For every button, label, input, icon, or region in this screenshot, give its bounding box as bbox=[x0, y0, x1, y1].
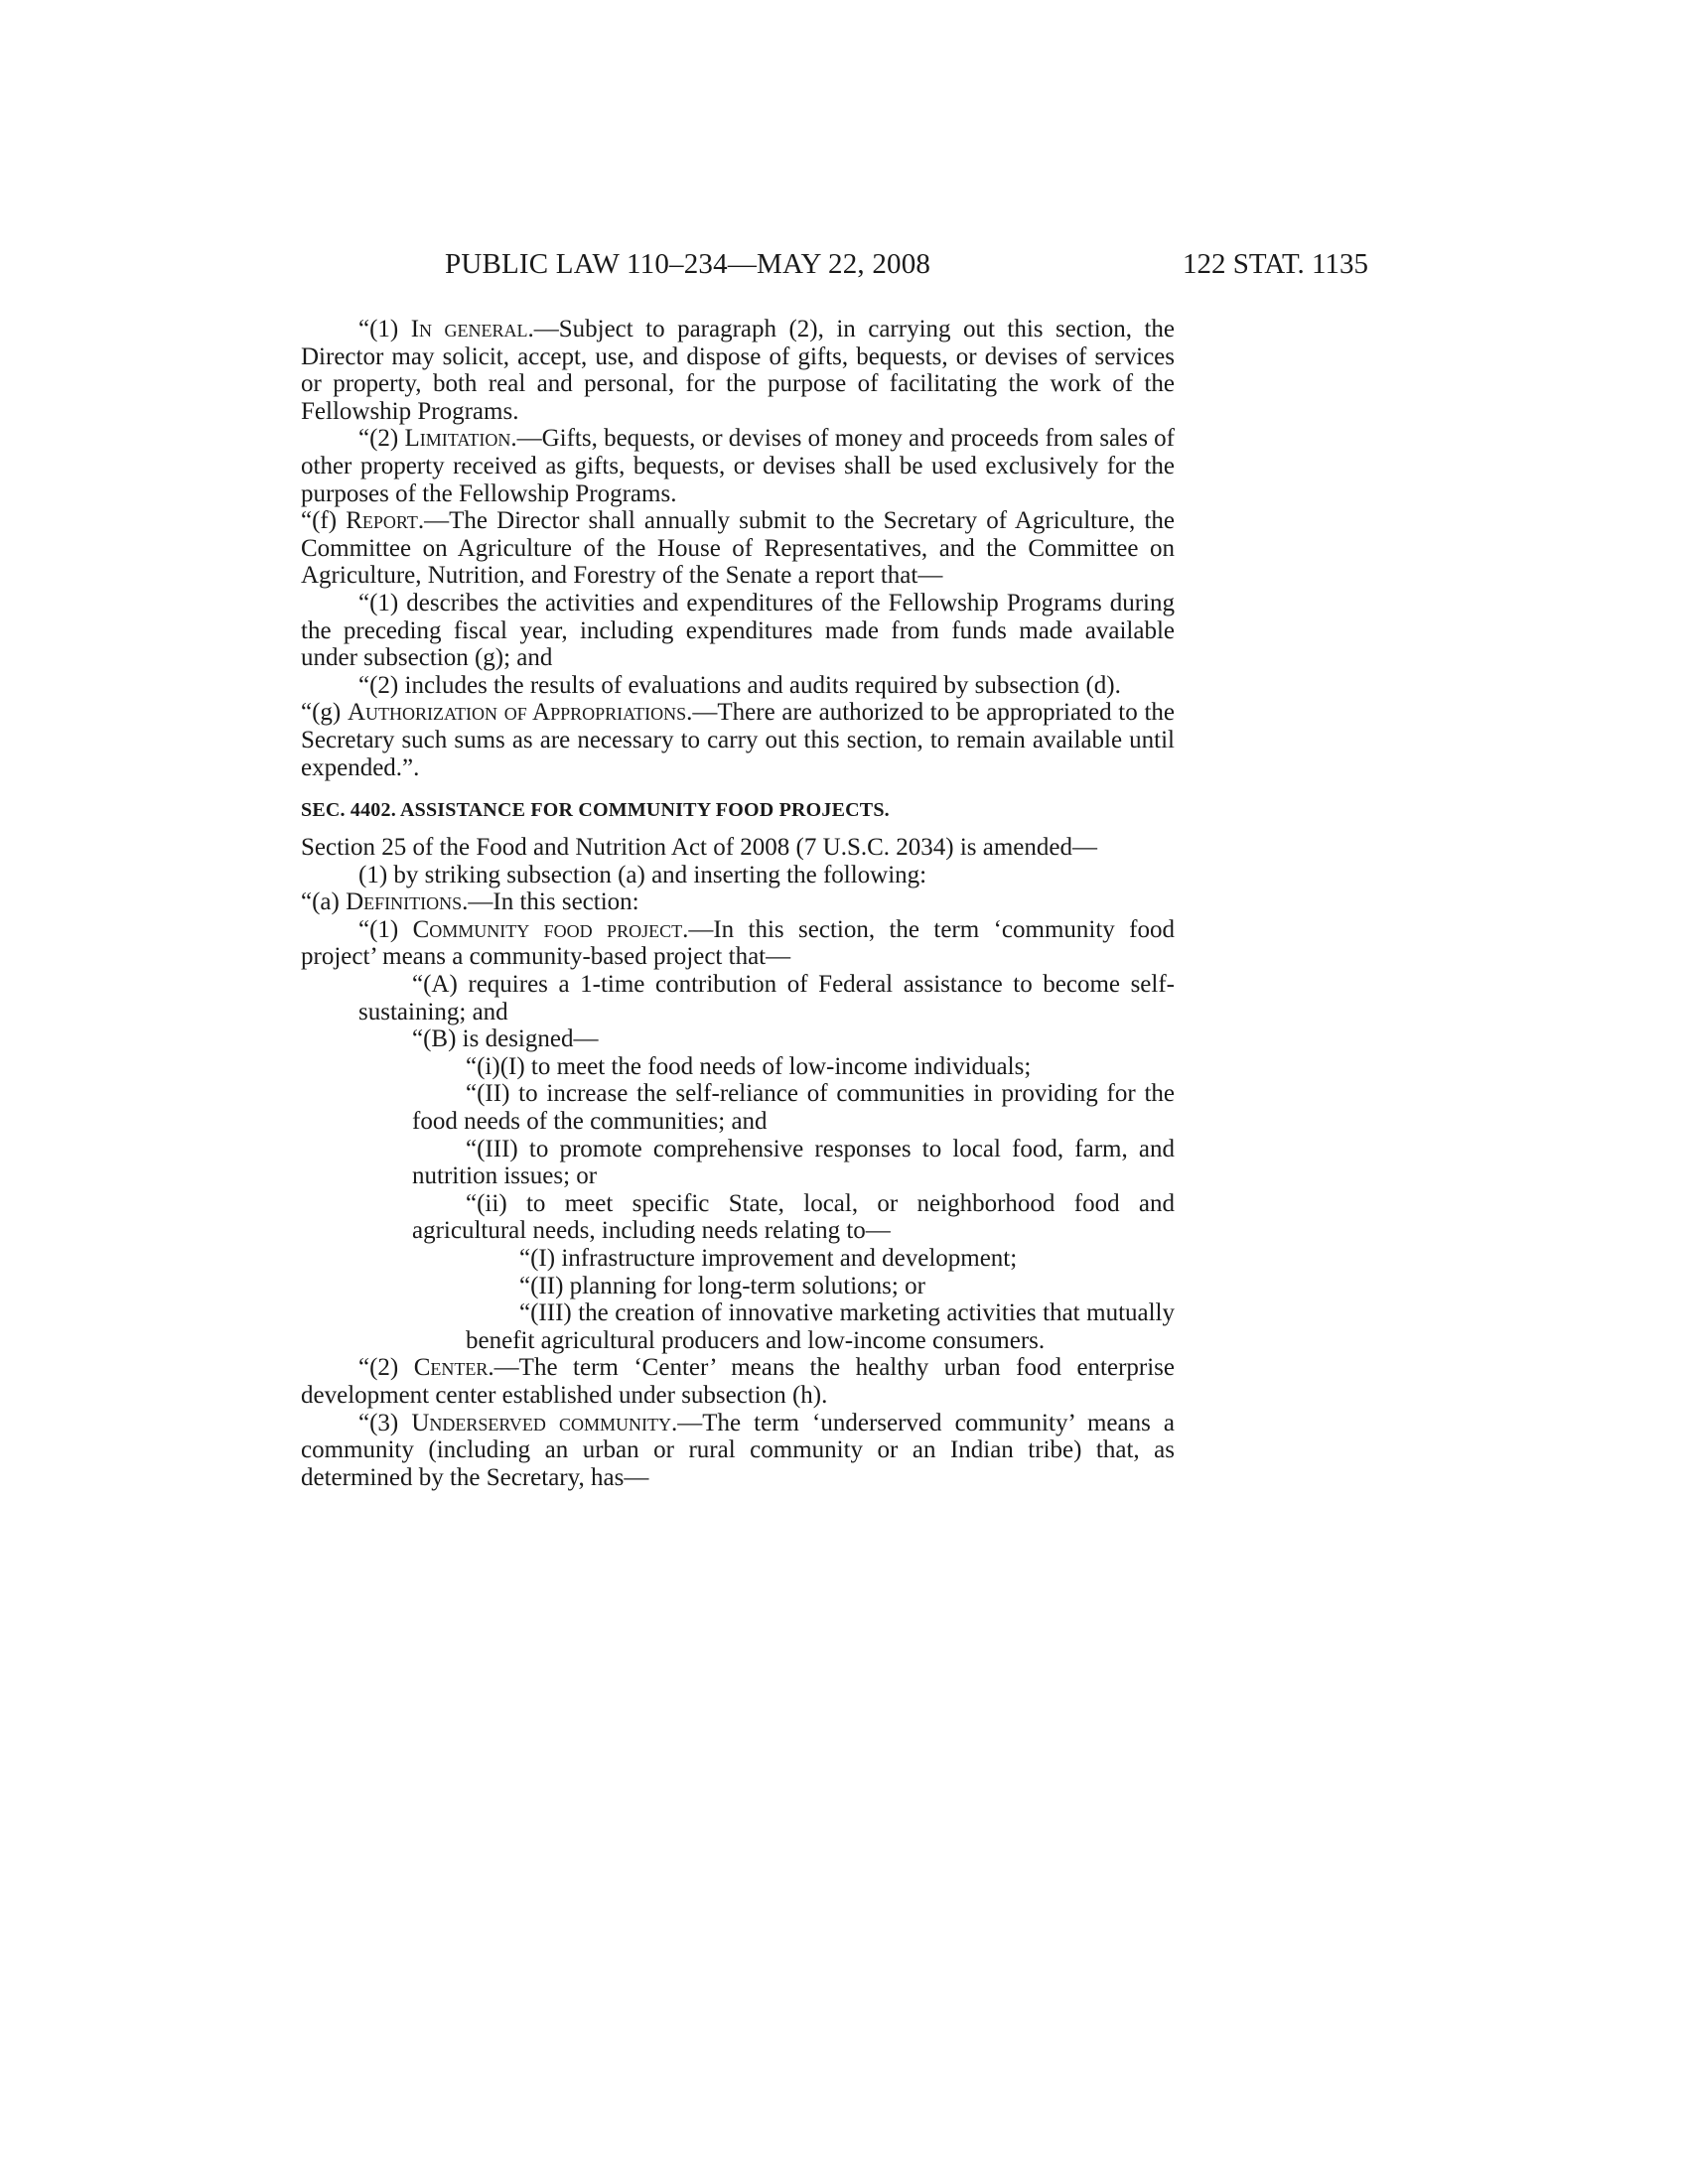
section-4402-body bbox=[301, 834, 1175, 1491]
paragraph-lead: “(B) is designed— bbox=[412, 1025, 599, 1053]
paragraph-text: .—Gifts, bequests, or devises of money and proceeds from sales of other property received as gifts, bequests, or devises shall be used exclusively for the purposes of the Fellowship Programs. bbox=[301, 425, 1176, 507]
paragraph-lead: “(a) bbox=[301, 888, 347, 916]
paragraph-lead: “(ii) to meet specific State, local, or neighborhood food and agricultural needs, including needs relating to— bbox=[412, 1189, 1175, 1245]
statute-page-number: 122 STAT. 1135 bbox=[1183, 248, 1368, 280]
paragraph-heading: Community food project bbox=[412, 915, 683, 943]
running-head bbox=[445, 248, 1368, 288]
paragraph-lead: “(1) bbox=[358, 915, 413, 943]
paragraph-text: .—In this section: bbox=[462, 888, 639, 916]
paragraph bbox=[301, 1136, 1175, 1190]
section-heading: SEC. 4402. ASSISTANCE FOR COMMUNITY FOOD PROJECTS. bbox=[301, 799, 890, 822]
paragraph-text: .—In this section, the term ‘community food project’ means a community-based project that— bbox=[301, 915, 1175, 971]
paragraph-heading: Report bbox=[346, 507, 418, 535]
paragraph-lead: “(II) to increase the self-reliance of communities in providing for the food needs of the communities; and bbox=[412, 1080, 1175, 1136]
paragraph-lead: Section 25 of the Food and Nutrition Act of 2008 (7 U.S.C. 2034) is amended— bbox=[301, 834, 1098, 862]
paragraph bbox=[301, 1053, 1175, 1081]
paragraph bbox=[301, 971, 1175, 1025]
paragraph-heading: Authorization of Appropriations bbox=[347, 699, 687, 727]
paragraph-text: .—The term ‘Center’ means the healthy urban food enterprise development center established under subsection (h). bbox=[301, 1354, 1175, 1409]
paragraph-lead: “(2) bbox=[358, 425, 405, 453]
paragraph-heading: Underserved community bbox=[411, 1409, 671, 1436]
paragraph bbox=[301, 1299, 1175, 1354]
paragraph bbox=[301, 1273, 1175, 1300]
paragraph bbox=[301, 425, 1175, 507]
paragraph-lead: (1) by striking subsection (a) and inserting the following: bbox=[358, 861, 927, 888]
paragraph-heading: Center bbox=[413, 1354, 489, 1382]
subsection-e-f-g bbox=[301, 316, 1175, 781]
paragraph-lead: “(2) bbox=[358, 1354, 414, 1382]
paragraph bbox=[301, 1025, 1175, 1053]
paragraph bbox=[301, 888, 1175, 916]
paragraph-lead: “(III) the creation of innovative marketing activities that mutually benefit agricultural producers and low-income consumers. bbox=[466, 1299, 1175, 1354]
law-title: PUBLIC LAW 110–234—MAY 22, 2008 bbox=[445, 248, 931, 280]
paragraph bbox=[301, 316, 1175, 425]
paragraph bbox=[301, 672, 1175, 700]
paragraph bbox=[301, 590, 1175, 672]
paragraph-lead: “(1) bbox=[358, 316, 411, 342]
document-body bbox=[301, 316, 1175, 1491]
paragraph-lead: “(I) infrastructure improvement and development; bbox=[519, 1245, 1018, 1272]
paragraph bbox=[301, 1080, 1175, 1135]
paragraph-lead: “(3) bbox=[358, 1409, 412, 1436]
paragraph-lead: “(III) to promote comprehensive responses to local food, farm, and nutrition issues; or bbox=[412, 1135, 1175, 1190]
paragraph-text: .—There are authorized to be appropriated to the Secretary such sums as are necessary to carry out this section, to remain available until expended.”. bbox=[301, 699, 1175, 781]
paragraph-text: .—Subject to paragraph (2), in carrying out this section, the Director may solicit, accept, use, and dispose of gifts, bequests, or devises of services or property, both real and personal, for the purpose of facilitating the work of the Fellowship Programs. bbox=[301, 316, 1176, 425]
paragraph bbox=[301, 1410, 1175, 1492]
paragraph-lead: “(f) bbox=[301, 507, 347, 535]
paragraph bbox=[301, 916, 1175, 971]
paragraph-lead: “(A) requires a 1-time contribution of Federal assistance to become self-sustaining; and bbox=[358, 971, 1175, 1025]
paragraph-lead: “(g) bbox=[301, 699, 348, 727]
paragraph-heading: Definitions bbox=[346, 888, 463, 916]
paragraph bbox=[301, 1190, 1175, 1245]
paragraph-text: .—The term ‘underserved community’ means a community (including an urban or rural community or an Indian tribe) that, as determined by the Secretary, has— bbox=[301, 1409, 1175, 1491]
paragraph-lead: “(i)(I) to meet the food needs of low-income individuals; bbox=[466, 1052, 1032, 1080]
paragraph bbox=[301, 699, 1175, 781]
paragraph bbox=[301, 1354, 1175, 1409]
paragraph bbox=[301, 507, 1175, 590]
paragraph-lead: “(1) describes the activities and expenditures of the Fellowship Programs during the preceding fiscal year, including expenditures made from funds made available under subsection (g); and bbox=[301, 589, 1175, 672]
paragraph-lead: “(2) includes the results of evaluations and audits required by subsection (d). bbox=[358, 671, 1121, 699]
paragraph bbox=[301, 862, 1175, 889]
paragraph-heading: In general bbox=[410, 316, 528, 342]
paragraph bbox=[301, 1245, 1175, 1273]
paragraph-text: .—The Director shall annually submit to the Secretary of Agriculture, the Committee on Agriculture of the House of Representatives, and the Committee on Agriculture, Nutrition, and Forestry of the Senate a report that— bbox=[301, 507, 1175, 590]
paragraph-heading: Limitation bbox=[404, 425, 511, 453]
paragraph bbox=[301, 834, 1175, 862]
paragraph-lead: “(II) planning for long-term solutions; or bbox=[519, 1272, 925, 1299]
